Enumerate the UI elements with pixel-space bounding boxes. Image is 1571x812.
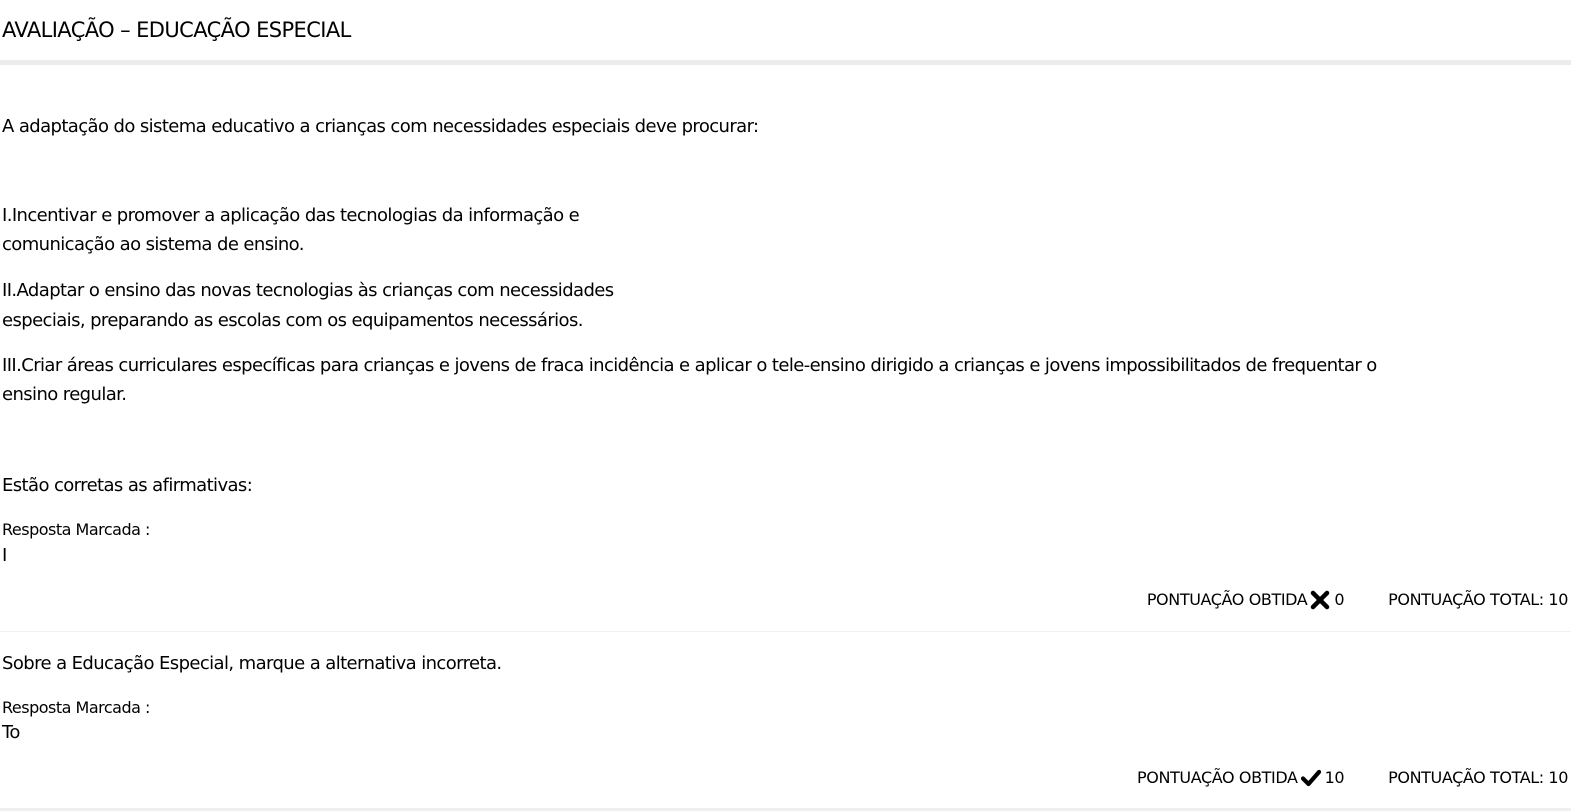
question-2-answer-label: Resposta Marcada : <box>2 698 150 717</box>
question-1-statement-3-line-1: III.Criar áreas curriculares específicas para crianças e jovens de fraca incidência e aplicar o tele-ensino dirigido a crianças e jovens impossibilitados de frequentar o <box>2 355 1377 376</box>
question-1-statement-2-line-1: II.Adaptar o ensino das novas tecnologias às crianças com necessidades <box>2 280 614 301</box>
question-2-answer-value: To <box>2 722 20 743</box>
score-obtained-label: PONTUAÇÃO OBTIDA <box>1137 768 1298 787</box>
question-2-score-row <box>1137 767 1568 789</box>
question-2-score-obtained <box>1137 767 1344 789</box>
question-1-answer-value: I <box>2 545 7 566</box>
question-1-score-row <box>1147 589 1568 611</box>
question-1-score-obtained <box>1147 589 1344 611</box>
question-1-statement-1-line-2: comunicação ao sistema de ensino. <box>2 234 304 255</box>
x-mark-icon <box>1310 590 1330 610</box>
check-mark-icon <box>1301 769 1321 787</box>
question-1-prompt: A adaptação do sistema educativo a crianças com necessidades especiais deve procurar: <box>2 116 759 137</box>
question-1-answer-label: Resposta Marcada : <box>2 520 150 539</box>
question-1-statement-3-line-2: ensino regular. <box>2 384 127 405</box>
question-1-statement-2-line-2: especiais, preparando as escolas com os equipamentos necessários. <box>2 310 583 331</box>
question-2-score-total: PONTUAÇÃO TOTAL: 10 <box>1388 768 1568 787</box>
score-obtained-value: 10 <box>1324 768 1345 787</box>
question-divider <box>0 808 1571 811</box>
question-divider <box>0 631 1571 632</box>
title-divider <box>0 60 1571 65</box>
page-title: AVALIAÇÃO – EDUCAÇÃO ESPECIAL <box>2 18 351 42</box>
question-2-prompt: Sobre a Educação Especial, marque a alternativa incorreta. <box>2 653 502 674</box>
score-obtained-label: PONTUAÇÃO OBTIDA <box>1146 590 1308 609</box>
score-obtained-value: 0 <box>1334 590 1345 609</box>
question-1-statement-1-line-1: I.Incentivar e promover a aplicação das tecnologias da informação e <box>2 205 580 226</box>
question-1-conclusion: Estão corretas as afirmativas: <box>2 475 253 496</box>
question-1-score-total: PONTUAÇÃO TOTAL: 10 <box>1388 590 1568 609</box>
